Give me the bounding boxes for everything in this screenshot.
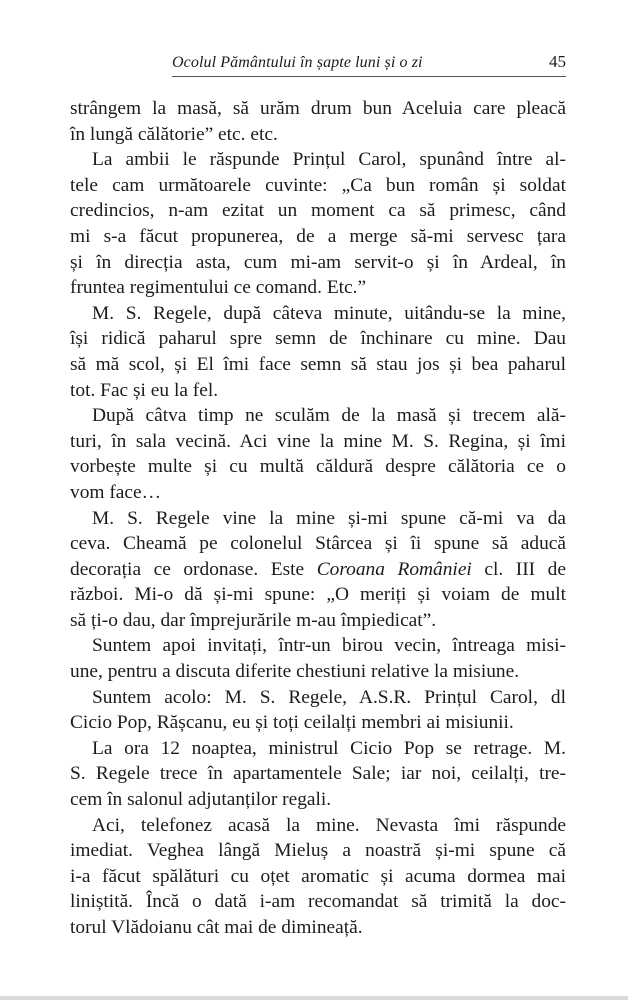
text-line: Suntem acolo: M. S. Regele, A.S.R. Prințul Carol, dl xyxy=(92,686,566,708)
text-line: M. S. Regele, după câteva minute, uitându-se la mine, xyxy=(92,302,566,324)
running-title: Ocolul Pământului în șapte luni și o zi xyxy=(172,54,423,71)
text-line: decorația ce ordonase. Este Coroana României cl. III de xyxy=(70,558,566,580)
text-line: ceva. Cheamă pe colonelul Stârcea și îi spune să aducă xyxy=(70,533,566,555)
text-line: i-a făcut spălături cu oțet aromatic și acuma dormea mai xyxy=(70,865,566,887)
text-line: La ambii le răspunde Prințul Carol, spunând între al- xyxy=(92,149,566,171)
text-line: Suntem apoi invitați, într-un birou vecin, întreaga misi- xyxy=(92,635,566,657)
italic-title: Coroana României xyxy=(316,558,472,580)
text-line: Cicio Pop, Rășcanu, eu și toți ceilalți membri ai misiunii. xyxy=(70,712,514,734)
text-line: fruntea regimentului ce comand. Etc.” xyxy=(70,277,367,299)
text-line: turi, în sala vecină. Aci vine la mine M. S. Regina, și îmi xyxy=(70,430,566,452)
text-line: tot. Fac și eu la fel. xyxy=(70,379,219,401)
text-line: vorbește multe și cu multă căldură despre călătoria ce o xyxy=(70,456,566,478)
text-line: în lungă călătorie” etc. etc. xyxy=(70,123,278,145)
text-line: La ora 12 noaptea, ministrul Cicio Pop se retrage. M. xyxy=(92,737,566,759)
page-number: 45 xyxy=(549,52,566,71)
text-line: credincios, n-am ezitat un moment ca să primesc, când xyxy=(70,200,566,222)
text-line: une, pentru a discuta diferite chestiuni relative la misiune. xyxy=(70,661,520,683)
text-line: Aci, telefonez acasă la mine. Nevasta îmi răspunde xyxy=(92,814,566,836)
text-line: își ridică paharul spre semn de închinare cu mine. Dau xyxy=(70,328,566,350)
body-text xyxy=(70,96,566,941)
text-line: După câtva timp ne sculăm de la masă și trecem ală- xyxy=(92,405,566,427)
text-line: tele cam următoarele cuvinte: „Ca bun român și soldat xyxy=(70,174,566,196)
page-bottom-edge xyxy=(0,996,628,1000)
text-line: război. Mi-o dă și-mi spune: „O meriți și voiam de mult xyxy=(70,584,566,606)
running-header xyxy=(172,46,566,77)
text-line: strângem la masă, să urăm drum bun Aceluia care pleacă xyxy=(70,98,566,119)
text-line: M. S. Regele vine la mine și-mi spune că-mi va da xyxy=(92,507,566,529)
text-line: și în direcția asta, cum mi-am servit-o și în Ardeal, în xyxy=(70,251,566,273)
text-line: torul Vlădoianu cât mai de dimineață. xyxy=(70,917,363,938)
text-line: mi s-a făcut propunerea, de a merge să-mi servesc țara xyxy=(70,225,566,247)
text-line: vom face… xyxy=(70,481,161,503)
text-line: imediat. Veghea lângă Mieluș a noastră și-mi spune că xyxy=(70,840,566,862)
text-line: S. Regele trece în apartamentele Sale; iar noi, ceilalți, tre- xyxy=(70,763,566,785)
text-line: liniștită. Încă o dată i-am recomandat să trimită la doc- xyxy=(70,891,566,913)
text-line: să mă scol, și El îmi face semn să stau jos și bea paharul xyxy=(70,353,566,375)
text-line: cem în salonul adjutanților regali. xyxy=(70,789,332,811)
text-line: să ți-o dau, dar împrejurările m-au împiedicat”. xyxy=(70,609,437,631)
